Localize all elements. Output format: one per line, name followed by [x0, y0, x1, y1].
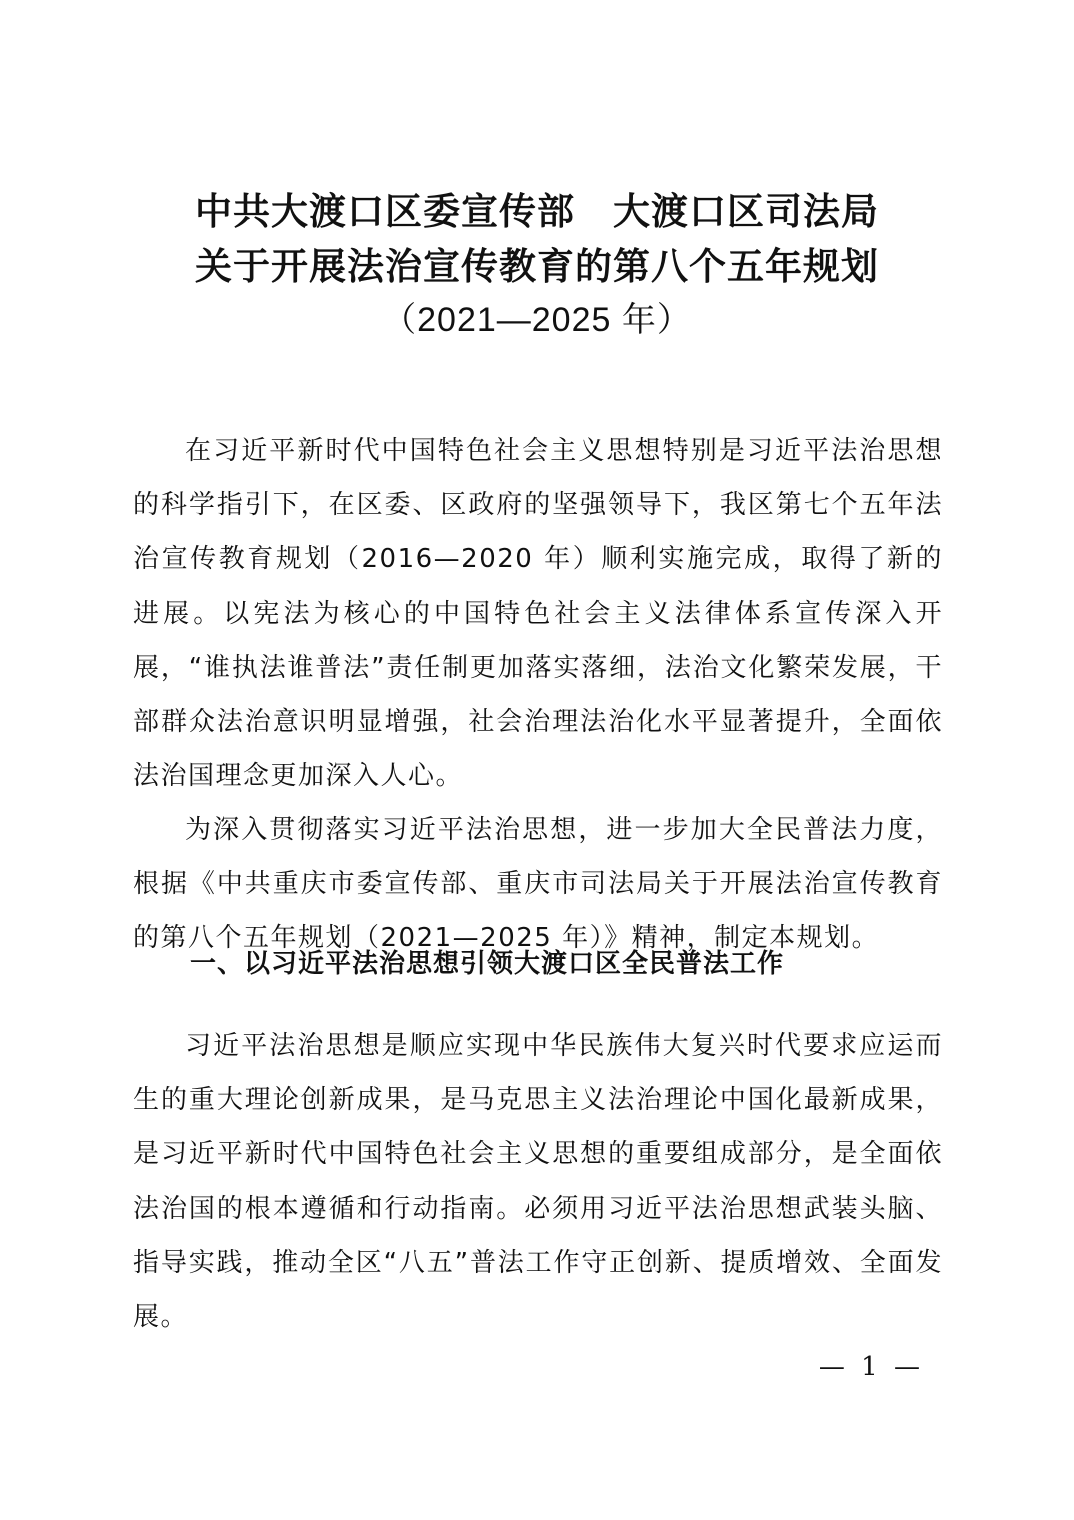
purpose-paragraph: 为深入贯彻落实习近平法治思想，进一步加大全民普法力度，根据《中共重庆市委宣传部、重庆市司法局关于开展法治宣传教育的第八个五年规划（2021—2025 年）》精神，制定本规划。 — [133, 815, 943, 954]
section-paragraph: 习近平法治思想是顺应实现中华民族伟大复兴时代要求应运而生的重大理论创新成果，是马克思主义法治理论中国化最新成果，是习近平新时代中国特色社会主义思想的重要组成部分，是全面依法治国的根本遵循和行动指南。必须用习近平法治思想武装头脑、指导实践，推动全区“八五”普法工作守正创新、提质增效、全面发展。 — [133, 1031, 943, 1333]
intro-paragraph: 在习近平新时代中国特色社会主义思想特别是习近平法治思想的科学指引下，在区委、区政府的坚强领导下，我区第七个五年法治宣传教育规划（2016—2020 年）顺利实施完成，取得了新的进展。以宪法为核心的中国特色社会主义法律体系宣传深入开展，“谁执法谁普法”责任制更加落实落细，法治文化繁荣发展，干部群众法治意识明显增强，社会治理法治化水平显著提升，全面依法治国理念更加深入人心。 — [133, 436, 943, 792]
document-title-line-2: 关于开展法治宣传教育的第八个五年规划 — [195, 244, 879, 288]
page-number: — 1 — — [818, 1352, 924, 1382]
document-title-line-1: 中共大渡口区委宣传部 大渡口区司法局 — [195, 189, 879, 233]
section-heading: 一、以习近平法治思想引领大渡口区全民普法工作 — [190, 949, 785, 979]
document-title-years: （2021—2025 年） — [382, 301, 692, 339]
